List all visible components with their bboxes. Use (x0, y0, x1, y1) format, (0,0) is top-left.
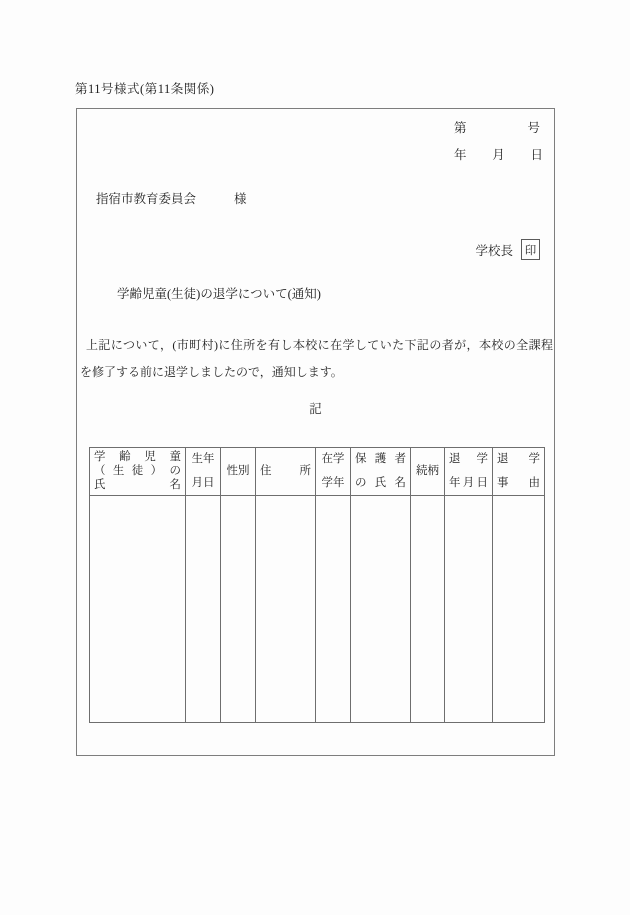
col-header-withdrawal-date: 退学 年月日 (445, 448, 493, 496)
col-header-birth-date: 生年 月日 (186, 448, 221, 496)
addressee-honorific: 様 (234, 192, 247, 206)
cell-student-name (90, 496, 186, 723)
addressee-name: 指宿市教育委員会 (96, 192, 197, 206)
form-number-label: 第11号様式(第11条関係) (75, 82, 215, 96)
table-header-row (90, 448, 545, 496)
doc-number-prefix: 第 (454, 121, 467, 135)
principal-signature-line (475, 239, 540, 260)
body-line-1: 上記について，(市町村)に住所を有し本校に在学していた下記の者が，本校の全課程 (86, 338, 553, 352)
col-header-student-name: 学齢児童 （生徒）の 氏名 (90, 448, 186, 496)
body-line-2: を修了する前に退学しましたので，通知します。 (80, 365, 343, 379)
withdrawal-table (89, 447, 545, 723)
cell-sex (221, 496, 256, 723)
col-header-address: 住所 (256, 448, 316, 496)
date-year-label: 年 (454, 148, 467, 162)
document-frame (76, 108, 555, 756)
date-month-label: 月 (492, 148, 505, 162)
cell-grade (316, 496, 351, 723)
col-header-sex: 性別 (221, 448, 256, 496)
principal-title: 学校長 (475, 243, 513, 258)
seal-icon: 印 (524, 244, 537, 257)
date-line (454, 145, 543, 163)
cell-birth-date (186, 496, 221, 723)
cell-withdrawal-reason (493, 496, 545, 723)
subject-title: 学齢児童(生徒)の退学について(通知) (117, 287, 321, 301)
doc-number-suffix: 号 (527, 121, 540, 135)
cell-withdrawal-date (445, 496, 493, 723)
body-paragraph (80, 332, 553, 386)
doc-number-line (454, 118, 540, 136)
col-header-guardian-name: 保護者 の氏名 (351, 448, 411, 496)
col-header-relationship: 続柄 (411, 448, 445, 496)
cell-guardian-name (351, 496, 411, 723)
cell-address (256, 496, 316, 723)
date-day-label: 日 (530, 148, 543, 162)
note-mark: 記 (309, 402, 322, 416)
addressee-line (96, 189, 247, 207)
col-header-withdrawal-reason: 退学 事由 (493, 448, 545, 496)
seal-box (521, 239, 540, 260)
table-row (90, 496, 545, 723)
col-header-grade: 在学 学年 (316, 448, 351, 496)
cell-relationship (411, 496, 445, 723)
